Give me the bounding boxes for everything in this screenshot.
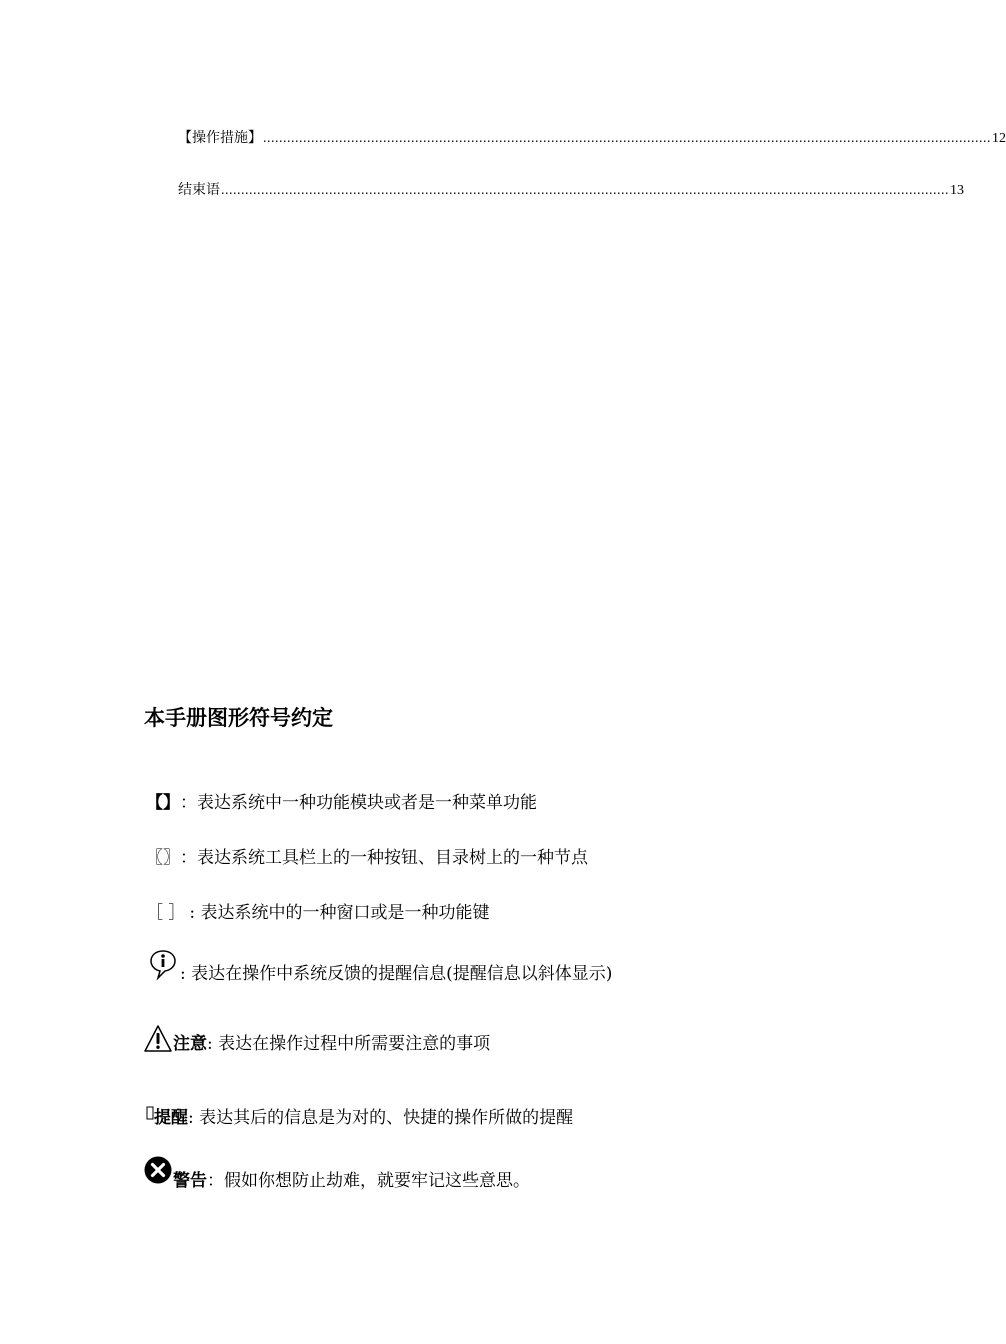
convention-note	[143, 1024, 490, 1059]
convention-text: ：表达系统中一种功能模块或者是一种菜单功能	[180, 793, 537, 813]
convention-info	[148, 948, 612, 985]
toc-label: 结束语	[178, 182, 220, 198]
convention-label: 提醒	[154, 1108, 188, 1128]
convention-symbol: ［ ］	[146, 903, 186, 923]
toc-page-number: 13	[950, 183, 964, 198]
convention-label: 警告	[173, 1171, 207, 1191]
toc-leader: ......................................................................................................................................................................................	[221, 183, 949, 198]
info-speech-icon	[148, 948, 178, 985]
convention-window	[146, 898, 490, 923]
toc-page-number: 12	[992, 131, 1006, 146]
convention-text: : 表达在操作过程中所需要注意的事项	[207, 1034, 491, 1054]
convention-reminder	[146, 1103, 573, 1128]
missing-glyph-icon	[146, 1105, 154, 1126]
convention-text: : 表达其后的信息是为对的、快捷的操作所做的提醒	[188, 1108, 574, 1128]
convention-symbol: 【】	[146, 793, 180, 813]
toc-entry-operations[interactable]	[178, 127, 1006, 147]
convention-toolbar	[146, 843, 588, 868]
toc-entry-conclusion[interactable]	[178, 179, 964, 199]
error-circle-icon	[143, 1155, 173, 1190]
convention-text: : 表达在操作中系统反馈的提醒信息(提醒信息以斜体显示)	[180, 964, 613, 984]
convention-module	[146, 788, 537, 813]
warning-triangle-icon	[143, 1024, 173, 1059]
convention-text: ：假如你想防止劫难，就要牢记这些意思。	[207, 1171, 530, 1191]
convention-text: : 表达系统中的一种窗口或是一种功能键	[189, 903, 490, 923]
toc-leader: ......................................................................................................................................................................................	[263, 131, 991, 146]
convention-label: 注意	[173, 1034, 207, 1054]
convention-warning	[143, 1154, 530, 1191]
toc-label: 【操作措施】	[178, 130, 262, 146]
convention-symbol: 〖〗	[146, 848, 180, 868]
convention-text: ：表达系统工具栏上的一种按钮、目录树上的一种节点	[180, 848, 588, 868]
section-title: 本手册图形符号约定	[144, 706, 333, 730]
